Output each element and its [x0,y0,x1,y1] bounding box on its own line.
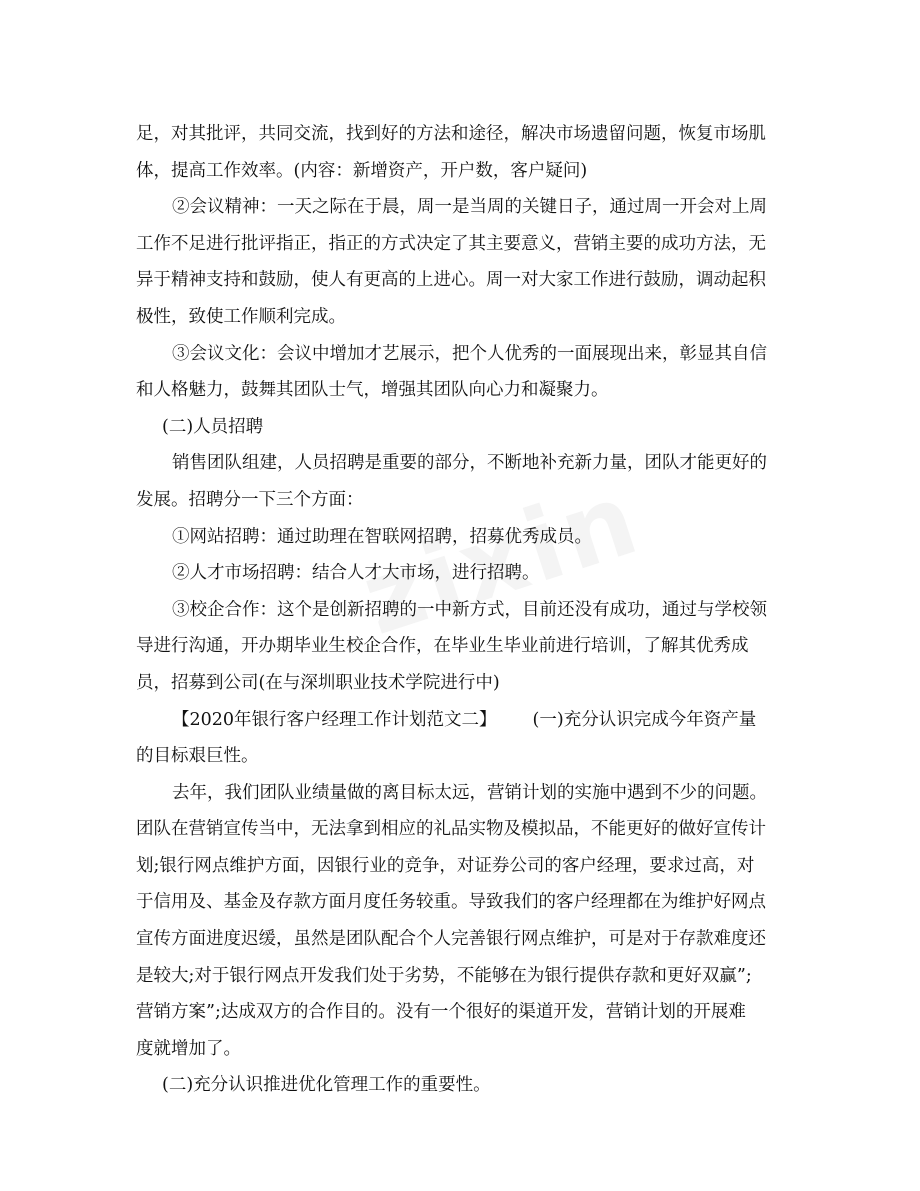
text-line: 是较大;对于银行网点开发我们处于劣势，不能够在为银行提供存款和更好双赢”; [136,965,752,986]
section-heading: (二)人员招聘 [162,416,264,437]
text-line: 度就增加了。 [136,1038,241,1059]
list-item: ③校企合作：这个是创新招聘的一中新方式，目前还没有成功，通过与学校领 [172,599,767,620]
text-line: 的目标艰巨性。 [136,746,259,767]
paragraph-start: ③会议文化：会议中增加才艺展示，把个人优秀的一面展现出来，彰显其自信 [172,343,767,364]
text-line: 团队在营销宣传当中，无法拿到相应的礼品实物及模拟品，不能更好的做好宣传计 [136,819,766,840]
text-line: 工作不足进行批评指正，指正的方式决定了其主要意义，营销主要的成功方法，无 [136,233,766,254]
list-item: ①网站招聘：通过助理在智联网招聘，招募优秀成员。 [172,526,592,547]
text-line: 导进行沟通，开办期毕业生校企合作，在毕业生毕业前进行培训，了解其优秀成 [136,636,749,657]
text-line: 足，对其批评，共同交流，找到好的方法和途径，解决市场遗留问题，恢复市场肌 [136,124,766,144]
text-line: 于信用及、基金及存款方面月度任务较重。导致我们的客户经理都在为维护好网点 [136,892,766,913]
paragraph-start: ②会议精神：一天之际在于晨，周一是当周的关键日子，通过周一开会对上周 [172,197,767,218]
list-item: ②人才市场招聘：结合人才大市场，进行招聘。 [172,563,540,584]
text-line: 发展。招聘分一下三个方面： [136,489,364,510]
paragraph-start: 去年，我们团队业绩量做的离目标太远，营销计划的实施中遇到不少的问题。 [172,782,767,803]
document-body [136,116,796,1104]
text-line: 体，提高工作效率。(内容：新增资产，开户数，客户疑问) [136,160,588,181]
text-line: 和人格魅力，鼓舞其团队士气，增强其团队向心力和凝聚力。 [136,380,609,401]
section-title: 【2020年银行客户经理工作计划范文二】 [172,709,497,730]
text-line: 营销方案”;达成双方的合作目的。没有一个很好的渠道开发，营销计划的开展难 [136,1002,746,1023]
paragraph-start: 销售团队组建，人员招聘是重要的部分，不断地补充新力量，团队才能更好的 [172,453,767,474]
text-line: 划;银行网点维护方面，因银行业的竞争，对证券公司的客户经理，要求过高，对 [136,855,755,876]
text-line: 宣传方面进度迟缓，虽然是团队配合个人完善银行网点维护，可是对于存款难度还 [136,929,766,950]
text-line: 极性，致使工作顺利完成。 [136,306,346,327]
subsection-heading: (一)充分认识完成今年资产量 [532,709,757,730]
section-heading: (二)充分认识推进优化管理工作的重要性。 [162,1075,491,1096]
text-line: 异于精神支持和鼓励，使人有更高的上进心。周一对大家工作进行鼓励，调动起积 [136,270,766,291]
text-line: 员，招募到公司(在与深圳职业技术学院进行中) [136,672,500,693]
section-title-line [136,702,796,739]
